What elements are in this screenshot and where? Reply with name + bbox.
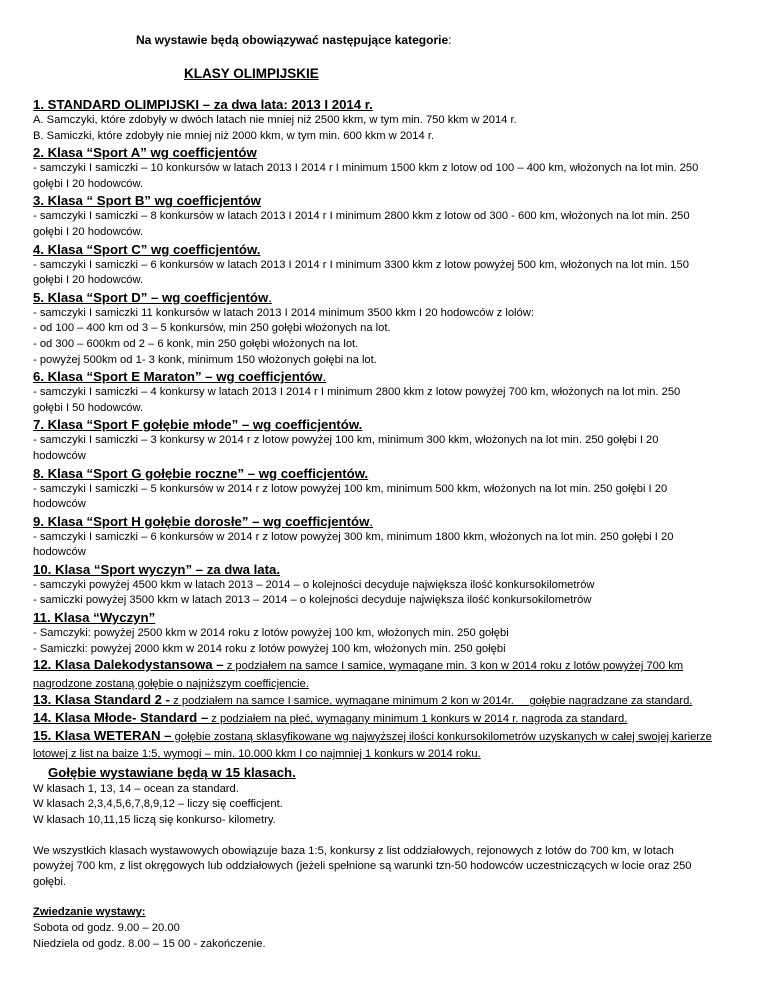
class-line: - samczyki I samiczki – 8 konkursów w latach 2013 I 2014 r I minimum 2800 kkm z lotow od 300 - 600 km, włożonych na lot min. 250 gołębi I 20 hodowców. bbox=[33, 210, 690, 238]
section-title: KLASY OLIMPIJSKIE bbox=[184, 66, 319, 81]
class-block bbox=[33, 416, 713, 464]
class-block bbox=[33, 241, 713, 289]
class-line: - samiczki powyżej 3500 kkm w latach 2013 – 2014 – o kolejności decyduje największa ilość konkursokilometrów bbox=[33, 594, 592, 607]
class-line: A. Samczyki, które zdobyły w dwóch latach nie mniej niż 2500 kkm, w tym min. 750 kkm w 2014 r. bbox=[33, 114, 517, 126]
class-heading bbox=[33, 368, 713, 385]
class-line: - samczyki I samiczki – 6 konkursów w latach 2013 I 2014 r I minimum 3300 kkm z lotow powyżej 500 km, włożonych na lot min. 150 gołębi I 20 hodowców. bbox=[33, 258, 689, 287]
visiting-heading: Zwiedzanie wystawy: bbox=[33, 906, 146, 919]
class-line: - samczyki I samiczki – 3 konkursy w 2014 r z lotow powyżej 100 km, minimum 300 kkm, włożonych na lot min. 250 gołębi I 20 hodowców bbox=[33, 434, 659, 462]
summary-line: W klasach 1, 13, 14 – ocean za standard. bbox=[33, 782, 239, 795]
class-block bbox=[33, 368, 713, 416]
summary-heading: Gołębie wystawiane będą w 15 klasach. bbox=[48, 764, 296, 780]
inline-class-title: 15. Klasa WETERAN – bbox=[33, 727, 172, 743]
visiting-line: Niedziela od godz. 8.00 – 15 00 - zakończenie. bbox=[33, 937, 266, 950]
class-line: - samczyki powyżej 4500 kkm w latach 2013 – 2014 – o kolejności decyduje największa ilość konkursokilometrów bbox=[33, 578, 595, 591]
intro-colon: : bbox=[448, 33, 452, 47]
class-line: - od 100 – 400 km od 3 – 5 konkursów, min 250 gołębi włożonych na lot. bbox=[33, 322, 391, 335]
class-heading: 2. Klasa “Sport A” wg coefficjentów bbox=[33, 145, 257, 161]
class-line: B. Samiczki, które zdobyły nie mniej niż 2000 kkm, w tym min. 600 kkm w 2014 r. bbox=[33, 129, 435, 142]
class-heading: 4. Klasa “Sport C” wg coefficjentów. bbox=[33, 241, 261, 257]
class-block bbox=[33, 513, 713, 561]
base-note: We wszystkich klasach wystawowych obowiązuje baza 1:5, konkursy z list oddziałowych, rejonowych z lotów do 700 km, w lotach powyżej 700 km, z list okręgowych lub oddziałowych (jeżeli spełnione są warunki tzn-50 hodowców uczestniczących w locie oraz 250 gołębi. bbox=[33, 844, 692, 888]
class-heading-text: 9. Klasa “Sport H gołębie dorosłe” – wg coefficjentów bbox=[33, 513, 370, 529]
spacer bbox=[33, 890, 713, 905]
inline-class-title: 14. Klasa Młode- Standard – bbox=[33, 710, 209, 726]
intro-text: Na wystawie będą obowiązywać następujące kategorie bbox=[136, 33, 449, 47]
class-line: - samczyki I samiczki – 10 konkursów w latach 2013 I 2014 r I minimum 1500 kkm z lotow od 100 – 400 km, włożonych na lot min. 250 gołębi I 20 hodowców. bbox=[33, 162, 699, 190]
class-block bbox=[33, 465, 713, 513]
inline-class-text: z podziałem na samce I samice, wymagane minimum 2 kon w 2014r. gołębie nagradzane za standard. bbox=[170, 695, 693, 708]
class-block bbox=[33, 144, 713, 192]
inline-class bbox=[33, 657, 713, 692]
class-line: - samczyki I samiczki – 5 konkursów w 2014 r z lotow powyżej 100 km, minimum 500 kkm, włożonych na lot min. 250 gołębi I 20 hodowców bbox=[33, 482, 668, 511]
class-line: - od 300 – 600km od 2 – 6 konk, min 250 gołębi włożonych na lot. bbox=[33, 337, 359, 350]
class-line: - Samczyki: powyżej 2500 kkm w 2014 roku z lotów powyżej 100 km, włożonych min. 250 gołębi bbox=[33, 627, 509, 640]
summary-line: W klasach 2,3,4,5,6,7,8,9,12 – liczy się coefficjent. bbox=[33, 798, 283, 811]
inline-class-text: gołębie zostaną sklasyfikowane wg najwyższej ilości konkursokilometrów uzyskanych w całej swojej karierze lotowej z list na baize 1:5, wymogi – min. 10.000 kkm I co najmniej 1 konkurs w 2014 roku. bbox=[33, 730, 712, 761]
class-block bbox=[33, 96, 713, 144]
intro-line bbox=[136, 33, 451, 47]
class-heading bbox=[33, 513, 713, 530]
class-line: - powyżej 500km od 1- 3 konk, minimum 150 włożonych gołębi na lot. bbox=[33, 353, 377, 366]
inline-class bbox=[33, 692, 713, 710]
class-heading: 3. Klasa “ Sport B” wg coefficjentów bbox=[33, 193, 261, 209]
class-heading: 10. Klasa “Sport wyczyn” – za dwa lata. bbox=[33, 561, 280, 577]
class-heading bbox=[33, 289, 713, 306]
class-block bbox=[33, 289, 713, 368]
class-heading-end: . bbox=[322, 369, 327, 385]
class-heading: 11. Klasa “Wyczyn” bbox=[33, 610, 156, 626]
class-heading: 8. Klasa “Sport G gołębie roczne” – wg coefficjentów. bbox=[33, 465, 369, 481]
class-block bbox=[33, 561, 713, 609]
inline-class bbox=[33, 728, 713, 763]
class-line: - samczyki I samiczki – 6 konkursów w 2014 r z lotow powyżej 300 km, minimum 1800 kkm, włożonych na lot min. 250 gołębi I 20 hodowców bbox=[33, 530, 674, 559]
inline-class-text: z podziałem na samce I samice, wymagane min. 3 kon w 2014 roku z lotów powyżej 700 km nagrodzone zostaną gołębie o najniższym coefficjencie. bbox=[33, 660, 684, 690]
summary-line: W klasach 10,11,15 liczą się konkurso- kilometry. bbox=[33, 814, 276, 826]
inline-class-title: 13. Klasa Standard 2 - bbox=[33, 692, 171, 708]
class-line: - Samiczki: powyżej 2000 kkm w 2014 roku z lotów powyżej 100 km, włożonych min. 250 gołębi bbox=[33, 642, 506, 655]
class-line: - samczyki I samiczki – 4 konkursy w latach 2013 I 2014 r I minimum 2800 kkm z lotow powyżej 700 km, włożonych na lot min. 250 gołębi I 50 hodowców. bbox=[33, 386, 681, 414]
inline-class-text: z podziałem na płeć, wymagany minimum 1 konkurs w 2014 r. nagroda za standard. bbox=[208, 713, 628, 726]
visiting-line: Sobota od godz. 9.00 – 20.00 bbox=[33, 921, 180, 934]
classes-content bbox=[33, 96, 713, 952]
inline-class-title: 12. Klasa Dalekodystansowa – bbox=[33, 657, 224, 673]
class-heading: 1. STANDARD OLIMPIJSKI – za dwa lata: 2013 I 2014 r. bbox=[33, 97, 373, 112]
inline-class bbox=[33, 710, 713, 728]
class-heading-text: 6. Klasa “Sport E Maraton” – wg coefficjentów bbox=[33, 369, 323, 385]
class-heading: 7. Klasa “Sport F gołębie młode” – wg coefficjentów. bbox=[33, 417, 363, 433]
class-block bbox=[33, 609, 713, 657]
class-heading-end: . bbox=[268, 289, 272, 305]
class-block bbox=[33, 192, 713, 240]
spacer bbox=[33, 829, 713, 844]
class-line: - samczyki I samiczki 11 konkursów w latach 2013 I 2014 minimum 3500 kkm I 20 hodowców z lolów: bbox=[33, 306, 534, 319]
class-heading-text: 5. Klasa “Sport D” – wg coefficjentów bbox=[33, 289, 269, 305]
class-heading-end: . bbox=[369, 513, 374, 529]
